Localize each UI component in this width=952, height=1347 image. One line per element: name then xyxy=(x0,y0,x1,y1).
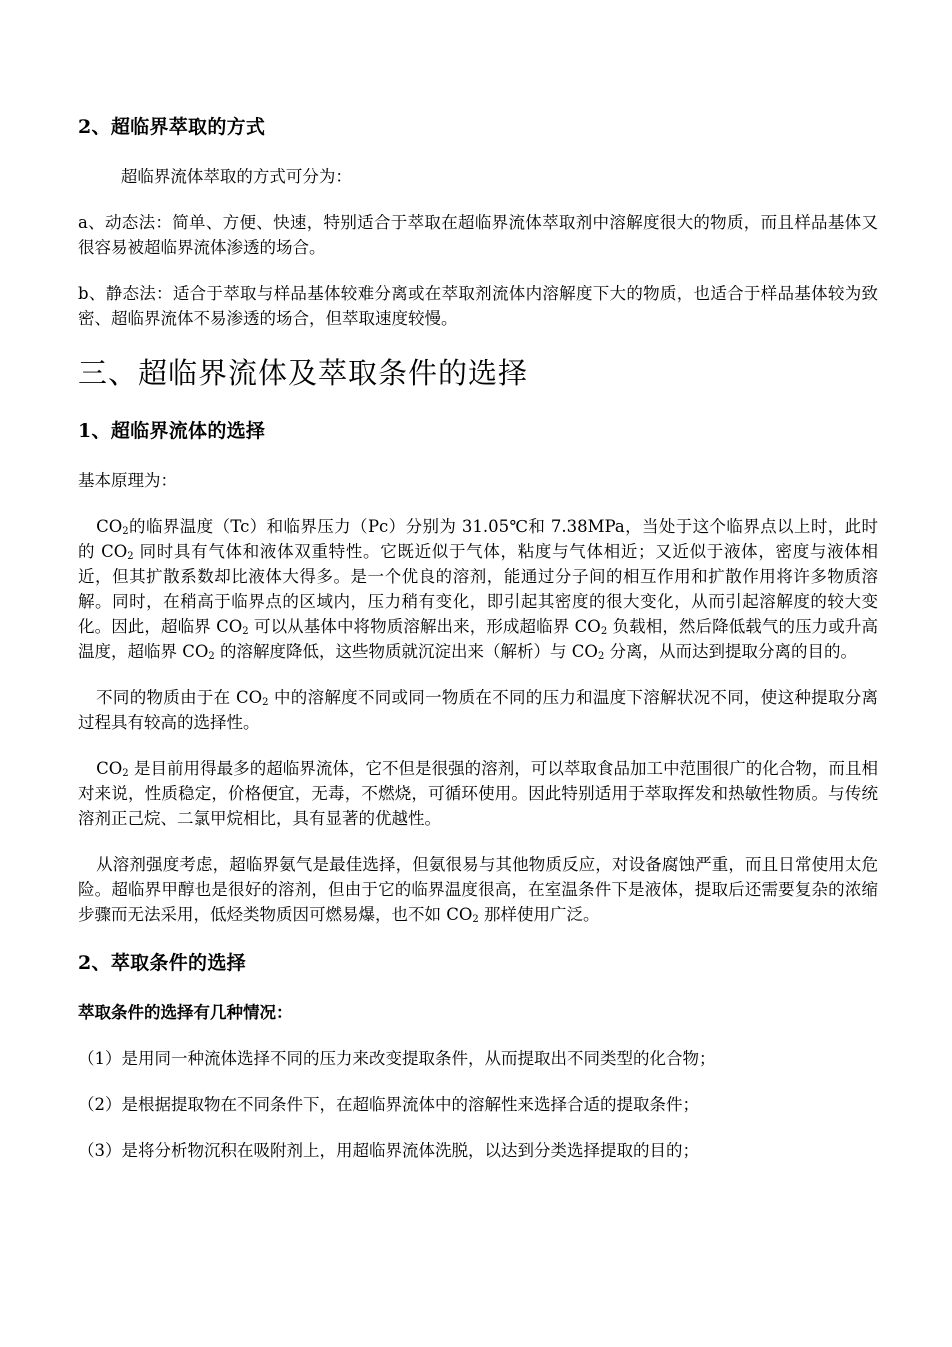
text-run: 不同的物质由于在 CO xyxy=(96,688,263,707)
chapter-heading: 三、超临界流体及萃取条件的选择 xyxy=(78,356,529,390)
text-run: 分离，从而达到提取分离的目的。 xyxy=(604,642,858,661)
text-run: 中的溶解度不同或同一物质在不同的压力和温度下溶解状况不同，使这种提取分离过程具有较高的选择性。 xyxy=(78,688,878,732)
text-run: 可以从基体中将物质溶解出来，形成超临界 CO xyxy=(248,617,601,636)
text-run: 是目前用得最多的超临界流体，它不但是很强的溶剂，可以萃取食品加工中范围很广的化合物，而且相对来说，性质稳定，价格便宜，无毒，不燃烧，可循环使用。因此特别适用于萃取挥发和热敏性物质。与传统溶剂正己烷、二氯甲烷相比，具有显著的优越性。 xyxy=(78,759,878,828)
text-run: 的溶解度降低，这些物质就沉淀出来（解析）与 CO xyxy=(214,642,598,661)
subscript: 2 xyxy=(597,651,605,662)
text-run: 同时具有气体和液体双重特性。它既近似于气体，粘度与气体相近；又近似于液体，密度与液体相近，但其扩散系数却比液体大得多。是一个优良的溶剂，能通过分子间的相互作用和扩散作用将许多物质溶解。同时，在稍高于临界点的区域内，压力稍有变化，即引起其密度的很大变化，从而引起溶解度的较大变化。因此，超临界 CO xyxy=(78,542,878,636)
subscript: 2 xyxy=(127,551,134,562)
subscript: 2 xyxy=(472,914,479,925)
method-static: b、静态法：适合于萃取与样品基体较难分离或在萃取剂流体内溶解度下大的物质，也适合于样品基体较为致密、超临界流体不易渗透的场合，但萃取速度较慢。 xyxy=(78,284,878,328)
subscript: 2 xyxy=(262,697,269,708)
text-run: 从溶剂强度考虑，超临界氨气是最佳选择，但氨很易与其他物质反应，对设备腐蚀严重，而且日常使用太危险。超临界甲醇也是很好的溶剂，但由于它的临界温度很高，在室温条件下是液体，提取后还需要复杂的浓缩步骤而无法采用，低烃类物质因可燃易爆，也不如 CO xyxy=(78,855,878,924)
paragraph-co2-properties xyxy=(78,514,878,664)
section-heading-condition-selection: 2、萃取条件的选择 xyxy=(78,952,246,974)
subscript: 2 xyxy=(122,768,129,779)
method-dynamic: a、动态法：简单、方便、快速，特别适合于萃取在超临界流体萃取剂中溶解度很大的物质，而且样品基体又很容易被超临界流体渗透的场合。 xyxy=(78,213,878,257)
text-run: 那样使用广泛。 xyxy=(478,905,600,924)
paragraph-solvent-strength xyxy=(78,852,878,927)
subscript: 2 xyxy=(122,526,129,537)
text-run: CO xyxy=(96,759,123,778)
subscript: 2 xyxy=(600,626,608,637)
condition-item: （2）是根据提取物在不同条件下，在超临界流体中的溶解性来选择合适的提取条件； xyxy=(78,1095,699,1114)
section-heading-extraction-methods: 2、超临界萃取的方式 xyxy=(78,116,266,138)
principle-label: 基本原理为： xyxy=(78,471,177,490)
conditions-intro: 萃取条件的选择有几种情况： xyxy=(78,1003,293,1022)
subscript: 2 xyxy=(208,651,215,662)
condition-item: （3）是将分析物沉积在吸附剂上，用超临界流体洗脱，以达到分类选择提取的目的； xyxy=(78,1141,699,1160)
subscript: 2 xyxy=(242,626,249,637)
condition-item: （1）是用同一种流体选择不同的压力来改变提取条件，从而提取出不同类型的化合物； xyxy=(78,1049,716,1068)
text-run: CO xyxy=(96,517,123,536)
text-run: 负载相，然后降低载气的压力或升高温度，超临界 CO xyxy=(78,617,878,661)
section-heading-fluid-selection: 1、超临界流体的选择 xyxy=(78,420,266,442)
text-run: 的临界温度（Tc）和临界压力（Pc）分别为 31.05℃和 7.38MPa，当处于这个临界点以上时，此时的 CO xyxy=(78,517,878,561)
methods-intro: 超临界流体萃取的方式可分为： xyxy=(120,167,352,186)
paragraph-selectivity xyxy=(78,685,878,735)
document-page xyxy=(78,112,878,1184)
paragraph-co2-usage xyxy=(78,756,878,831)
